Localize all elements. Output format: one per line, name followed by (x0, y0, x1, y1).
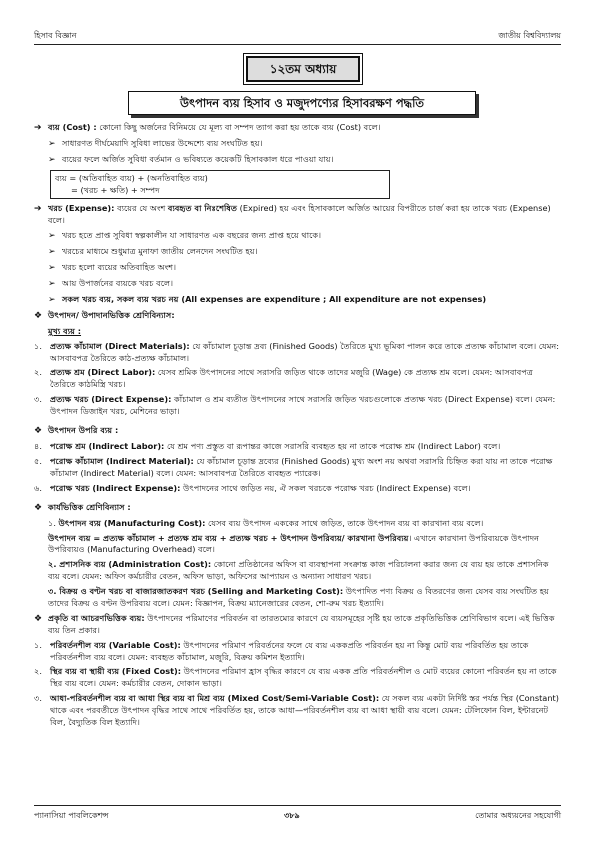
item-term: ২. প্রশাসনিক ব্যয় (Administration Cost): (48, 559, 212, 570)
item-number: ২. (34, 666, 42, 677)
page-number: ৩৮৯ (284, 811, 300, 821)
list-item (48, 230, 561, 243)
functional-heading: কার্যভিত্তিক শ্রেণিবিন্যাস : (48, 501, 131, 512)
list-item (34, 456, 561, 480)
item-text: উৎপাদনের পরিমাণ হ্রাস বৃদ্ধির কারণে যে ব্যয় একক প্রতি পরিবর্তনশীল ও মোট ব্যয়ের কোনো পরিবর্তন হয় না তাকে স্থির ব্যয় বলে। যেমন: কর্মচারীর বেতন, দোকান ভাড়া। (50, 666, 557, 689)
item-number: ৫. (34, 455, 42, 466)
triangle-bullet-icon: ➢ (48, 246, 56, 257)
item-text: উৎপাদনের পরিমাণ পরিবর্তনের ফলে যে ব্যয় এককপ্রতি পরিবর্তন হয় না কিন্তু মোট ব্যয় পরিবর্তিত হয় তাকে পরিবর্তনশীল ব্যয় বলে। যেমন: ব্যবহৃত কাঁচামাল, মজুরি, বিক্রয় কমিশন ইত্যাদি। (50, 639, 529, 662)
expense-def-a: ব্যয়ের যে অংশ (117, 202, 168, 213)
list-item: ১. উৎপাদন ব্যয় (Manufacturing Cost): যেসব ব্যয় উৎপাদন এককের সাথে জড়িত, তাকে উৎপাদন ব্যয় বা কারখানা ব্যয় বলে। (48, 517, 484, 528)
item-number: ৪. (34, 441, 42, 452)
cost-point: ব্যয়ের ফলে অর্জিত সুবিধা বর্তমান ও ভবিষ্যতে কয়েকটি হিসাবকাল ধরে পাওয়া যায়। (62, 154, 334, 165)
chapter-label: ১২তম অধ্যায় (246, 56, 360, 82)
list-item (48, 586, 561, 610)
arrow-bullet-icon: ➔ (34, 123, 42, 133)
diamond-bullet-icon: ❖ (34, 613, 43, 624)
item-number: ২. (34, 367, 42, 378)
cost-point: সাধারণত দীর্ঘমেয়াদি সুবিধা লাভের উদ্দেশ্যে ব্যয় সংঘটিত হয়। (62, 138, 263, 149)
footer-publisher: প্যানাসিয়া পাবলিকেশন্স (34, 811, 109, 821)
list-item (34, 341, 561, 365)
item-term: আধা-পরিবর্তনশীল ব্যয় বা আধা স্থির ব্যয় বা মিশ্র ব্যয় (Mixed Cost/Semi-Variable Cost): (50, 693, 380, 704)
item-term: প্রত্যক্ষ শ্রম (Direct Labor): (50, 367, 156, 378)
item-text: যে কাঁচামাল চূড়ান্ত দ্রব্যের (Finished Goods) মুখ্য অংশ নয় অথবা সরাসরি চিহ্নিত করা যায় না তাকে পরোক্ষ কাঁচামাল (Indirect Material) বলে। যেমন: আসবাবপত্র তৈরিতে ব্যবহৃত প্যারেক। (50, 455, 553, 478)
item-text: যে কাঁচামাল চূড়ান্ত দ্রব্য (Finished Goods) তৈরিতে মুখ্য ভূমিকা পালন করে তাকে প্রত্যক্ষ কাঁচামাল বলে। যেমন: আসবাবপত্র তৈরিতে কাঠ-প্রত্যক্ষ কাঁচামাল। (50, 340, 560, 363)
item-term: পরোক্ষ শ্রম (Indirect Labor): (50, 441, 165, 452)
cost-formula-line1: ব্যয় = (অতিবাহিত ব্যয়) + (অনতিবাহিত ব্যয়) (55, 173, 208, 184)
diamond-bullet-icon: ❖ (34, 502, 43, 513)
triangle-bullet-icon: ➢ (48, 262, 56, 273)
footer-tagline: তোমার অধ্যয়নের সহযোগী (475, 811, 561, 821)
nature-heading-row (34, 613, 561, 637)
expense-def-c: (Expired) হয় এবং হিসাবকালে অর্জিত আয়ের বিপরীতে চার্জ করা হয় তাকে খরচ (Expense) বলে। (48, 202, 551, 225)
cost-formula-line2: = (খরচ + ক্ষতি) + সম্পদ (71, 185, 160, 196)
expense-def-b: ব্যবহৃত বা নিঃশেষিত (167, 202, 238, 213)
list-item (34, 666, 561, 690)
diamond-bullet-icon: ❖ (34, 426, 43, 437)
item-text: কাঁচামাল ও শ্রম ব্যতীত উৎপাদনের সাথে সরাসরি জড়িত খরচগুলোকে প্রত্যক্ষ খরচ (Direct Expense) বলে। যেমন: উৎপাদন ডিজাইন খরচ, মেশিনের ভাড়া। (50, 394, 556, 417)
item-number: ৬. (34, 482, 42, 493)
item-term: পরিবর্তনশীল ব্যয় (Variable Cost): (50, 639, 181, 650)
item-text: উৎপাদিত পণ্য বিক্রয় ও বিতরণের জন্য যেসব ব্যয় সংঘটিত হয় তাদের বিক্রয় ও বণ্টন উপরিব্যয় বলে। যেমন: বিজ্ঞাপন, বিক্রয় ম্যানেজারের বেতন, শো-রুম খরচ ইত্যাদি। (48, 586, 549, 609)
list-item (48, 154, 561, 167)
triangle-bullet-icon: ➢ (48, 139, 56, 150)
header-right: জাতীয় বিশ্ববিদ্যালয় (498, 31, 561, 41)
item-text: যেসব শ্রমিক উৎপাদনের সাথে সরাসরি জড়িত থাকে তাদের মজুরি (Wage) কে প্রত্যক্ষ শ্রম বলে। যেমন: আসবাবপত্র তৈরিতে কাঠমিস্ত্রি খরচ। (50, 367, 533, 390)
list-item (34, 693, 561, 729)
item-term: পরোক্ষ কাঁচামাল (Indirect Material): (50, 455, 194, 466)
triangle-bullet-icon: ➢ (48, 294, 56, 305)
formula-lhs: উৎপাদন ব্যয় = (48, 532, 104, 543)
list-item (34, 640, 561, 664)
expense-bold-point: সকল খরচ ব্যয়, সকল ব্যয় খরচ নয় (All expenses are expenditure ; All expenditure are not expenses) (62, 293, 487, 304)
expense-point: আয় উপার্জনের ব্যয়কে খরচ বলে। (62, 277, 174, 288)
list-item (34, 441, 561, 453)
item-term: পরোক্ষ খরচ (Indirect Expense): (50, 482, 181, 493)
item-term: ৩. বিক্রয় ও বণ্টন খরচ বা বাজারজাতকরণ খরচ (Selling and Marketing Cost): (48, 586, 344, 597)
item-text: যে শ্রম পণ্য প্রস্তুত বা রূপান্তর কাজে সরাসরি ব্যবহৃত হয় না তাকে পরোক্ষ শ্রম (Indirect Labor) বলে। (164, 441, 501, 452)
expense-term: খরচ (Expense): (48, 202, 115, 213)
list-item (48, 559, 561, 583)
list-item (34, 367, 561, 391)
item-number: ৩. (34, 693, 42, 704)
production-heading-row (34, 310, 561, 323)
formula-rhs: প্রত্যক্ষ কাঁচামাল + প্রত্যক্ষ শ্রম ব্যয় + প্রত্যক্ষ খরচ + উৎপাদন উপরিব্যয়/ কারখানা উপরিব্যয় (103, 532, 409, 543)
formula-note: । এখানে কারখানা উপরিব্যয়কে উৎপাদন উপরিব্যয়ও (Manufacturing Overhead) বলে। (48, 532, 540, 555)
item-number: ১. (34, 340, 42, 351)
overhead-heading-row (34, 425, 561, 438)
page-header (34, 26, 561, 45)
item-number: ৩. (34, 394, 42, 405)
manufacturing-formula (48, 533, 561, 557)
list-item (48, 278, 561, 291)
item-text: কোনো প্রতিষ্ঠানের অফিস বা ব্যবস্থাপনা সংক্রান্ত কাজ পরিচালনা করার জন্য যে ব্যয় হয় তাকে প্রশাসনিক ব্যয় বলে। যেমন: অফিস কর্মচারীর বেতন, অফিস ভাড়া, অফিসের আপ্যায়ন ও অন্যান্য সাধারণ খরচ। (48, 559, 549, 582)
diamond-bullet-icon: ❖ (34, 310, 43, 321)
functional-heading-row (34, 502, 561, 515)
cost-definition (34, 122, 561, 135)
list-item (34, 394, 561, 418)
page-footer (34, 805, 561, 824)
item-text: যেসব ব্যয় উৎপাদন এককের সাথে জড়িত, তাকে উৎপাদন ব্যয় বা কারখানা ব্যয় বলে। (205, 517, 484, 528)
nature-text: উৎপাদনের পরিমাণের পরিবর্তন বা তারতম্যের কারণে যে ব্যয়সমূহের সৃষ্টি হয় তাকে প্রকৃতিভিত্তিক শ্রেণিবিভাগ বলে। এই ভিত্তিক ব্যয় তিন প্রকার। (48, 612, 555, 635)
cost-def: কোনো কিছু অর্জনের বিনিময়ে যে মূল্য বা সম্পদ ত্যাগ করা হয় তাকে ব্যয় (Cost) বলে। (99, 122, 381, 132)
list-item (48, 246, 561, 259)
list-item (48, 262, 561, 275)
expense-point: খরচ হলো ব্যয়ের অতিবাহিত অংশ। (62, 261, 177, 272)
list-item (48, 138, 561, 151)
item-text: উৎপাদনের সাথে জড়িত নয়, ঐ সকল খরচকে পরোক্ষ খরচ (Indirect Expense) বলে। (180, 482, 471, 493)
nature-heading: প্রকৃতি বা আচরণভিত্তিক ব্যয়: (48, 612, 145, 623)
main-cost-heading: মুখ্য ব্যয় : (48, 325, 82, 336)
expense-point: খরচ হতে প্রাপ্ত সুবিধা স্বল্পকালীন যা সাধারণত এক বছরের জন্য প্রাপ্ত হয়ে থাকে। (62, 229, 322, 240)
cost-formula-box (50, 170, 390, 199)
triangle-bullet-icon: ➢ (48, 278, 56, 289)
page-title: উৎপাদন ব্যয় হিসাব ও মজুদপণ্যের হিসাবরক্ষণ পদ্ধতি (128, 91, 476, 115)
header-left: হিসাব বিজ্ঞান (34, 31, 77, 41)
item-text: যে সকল ব্যয় একটা নির্দিষ্ট স্তর পর্যন্ত স্থির (Constant) থাকে এবং পরবর্তীতে উৎপাদন বৃদ্ধির সাথে সাথে পরিবর্তিত হয়, তাকে আধা—পরিবর্তনশীল ব্যয় বা আধা স্থায়ী ব্যয় বলে। যেমন: টেলিফোন বিল, ইন্টারনেট বিল, বৈদ্যুতিক বিল ইত্যাদি। (50, 693, 559, 728)
cost-term: ব্যয় (Cost) : (48, 122, 97, 132)
list-item (48, 294, 561, 307)
item-term: উৎপাদন ব্যয় (Manufacturing Cost): (58, 517, 206, 528)
item-term: স্থির ব্যয় বা স্থায়ী ব্যয় (Fixed Cost): (50, 666, 182, 677)
overhead-heading: উৎপাদন উপরি ব্যয় : (48, 425, 119, 436)
expense-point: খরচের মাধ্যমে শুধুমাত্র মুনাফা জাতীয় লেনদেন সংঘটিত হয়। (62, 245, 258, 256)
item-term: প্রত্যক্ষ খরচ (Direct Expense): (50, 394, 172, 405)
triangle-bullet-icon: ➢ (48, 230, 56, 241)
main-content (34, 122, 561, 732)
main-cost-row (48, 326, 561, 338)
list-item (34, 483, 561, 495)
item-number: ১. (34, 639, 42, 650)
item-term: প্রত্যক্ষ কাঁচামাল (Direct Materials): (50, 340, 190, 351)
triangle-bullet-icon: ➢ (48, 155, 56, 166)
production-heading: উৎপাদন/ উপাদানভিত্তিক শ্রেণিবিন্যাস: (48, 309, 175, 320)
expense-definition (34, 203, 561, 227)
arrow-bullet-icon: ➔ (34, 203, 42, 214)
